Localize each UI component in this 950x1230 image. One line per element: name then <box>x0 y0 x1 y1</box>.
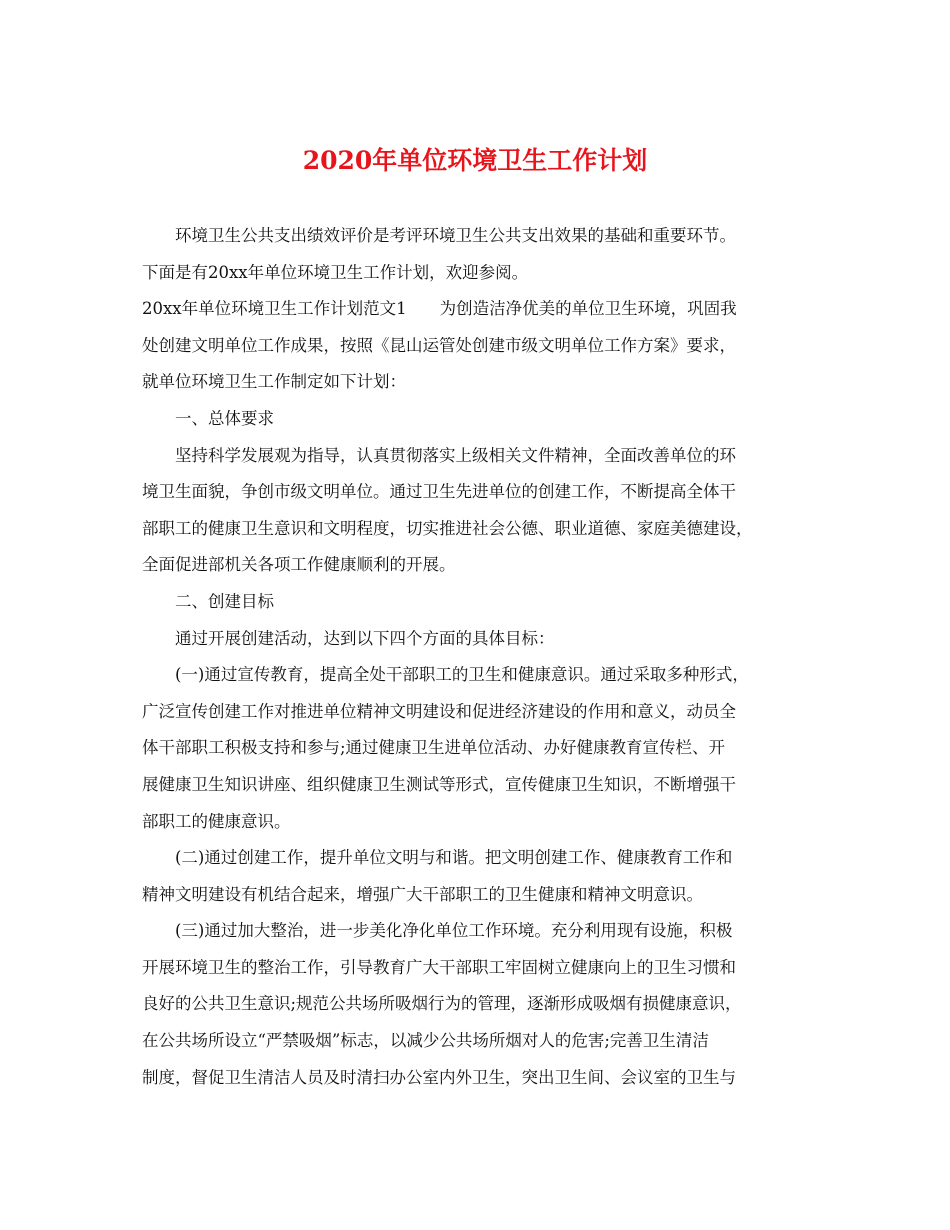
paragraph-line: 开展环境卫生的整治工作，引导教育广大干部职工牢固树立健康向上的卫生习惯和 <box>142 957 736 977</box>
paragraph-line: (三)通过加大整治，进一步美化净化单位工作环境。充分利用现有设施，积极 <box>175 921 733 941</box>
paragraph-line: 良好的公共卫生意识;规范公共场所吸烟行为的管理，逐渐形成吸烟有损健康意识， <box>142 994 742 1014</box>
paragraph-line: 广泛宣传创建工作对推进单位精神文明建设和促进经济建设的作用和意义，动员全 <box>142 701 736 721</box>
paragraph-line: 精神文明建设有机结合起来，增强广大干部职工的卫生健康和精神文明意识。 <box>142 884 703 904</box>
paragraph-line: 部职工的健康意识。 <box>142 811 291 831</box>
section-heading: 一、总体要求 <box>175 408 274 428</box>
page-title: 2020年单位环境卫生工作计划 <box>302 146 648 175</box>
paragraph-line: 通过开展创建活动，达到以下四个方面的具体目标： <box>175 628 555 648</box>
paragraph-line: 境卫生面貌，争创市级文明单位。通过卫生先进单位的创建工作，不断提高全体干 <box>142 482 736 502</box>
paragraph-line: 下面是有20xx年单位环境卫生工作计划，欢迎参阅。 <box>142 262 529 282</box>
paragraph-line: 环境卫生公共支出绩效评价是考评环境卫生公共支出效果的基础和重要环节。 <box>175 226 736 245</box>
section-heading: 二、创建目标 <box>175 591 274 611</box>
paragraph-line: 在公共场所设立“严禁吸烟”标志，以减少公共场所烟对人的危害;完善卫生清洁 <box>142 1031 709 1051</box>
paragraph-line: 展健康卫生知识讲座、组织健康卫生测试等形式，宣传健康卫生知识，不断增强干 <box>142 774 736 794</box>
paragraph-line: 全面促进部机关各项工作健康顺利的开展。 <box>142 555 456 575</box>
paragraph-line: (二)通过创建工作，提升单位文明与和谐。把文明创建工作、健康教育工作和 <box>175 848 733 868</box>
paragraph-line: 就单位环境卫生工作制定如下计划： <box>142 372 406 392</box>
paragraph-line: (一)通过宣传教育，提高全处干部职工的卫生和健康意识。通过采取多种形式， <box>175 665 749 685</box>
paragraph-line: 20xx年单位环境卫生工作计划范文1 为创造洁净优美的单位卫生环境，巩固我 <box>142 299 737 319</box>
paragraph-line: 制度，督促卫生清洁人员及时清扫办公室内外卫生，突出卫生间、会议室的卫生与 <box>142 1067 736 1087</box>
paragraph-line: 处创建文明单位工作成果，按照《昆山运管处创建市级文明单位工作方案》要求， <box>142 335 736 355</box>
paragraph-line: 体干部职工积极支持和参与;通过健康卫生进单位活动、办好健康教育宣传栏、开 <box>142 738 726 758</box>
paragraph-line: 坚持科学发展观为指导，认真贯彻落实上级相关文件精神，全面改善单位的环 <box>175 445 736 465</box>
document-body <box>142 218 822 1096</box>
paragraph-line: 部职工的健康卫生意识和文明程度，切实推进社会公德、职业道德、家庭美德建设， <box>142 518 753 538</box>
